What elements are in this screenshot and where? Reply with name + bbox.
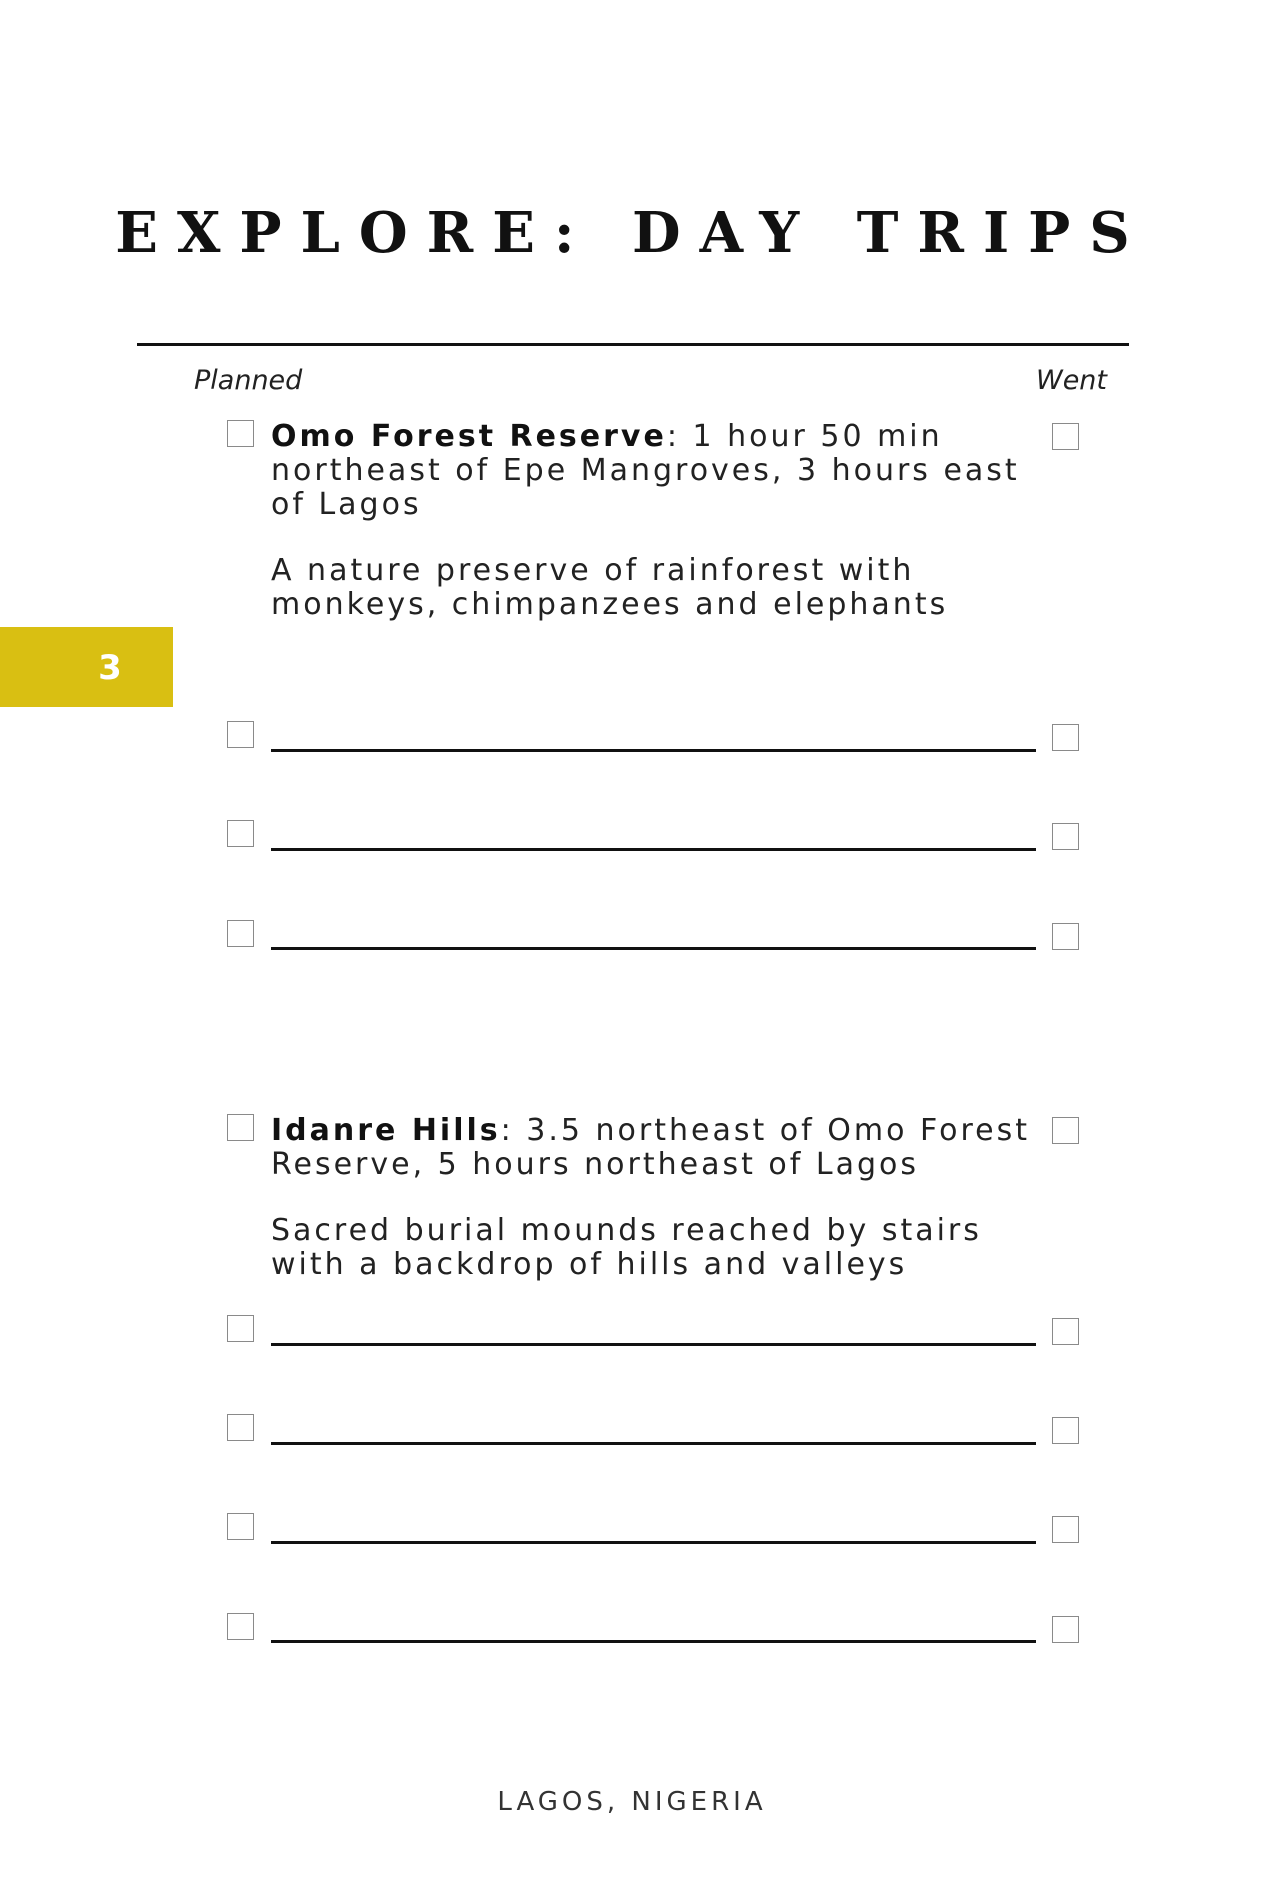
planned-checkbox-blank[interactable]	[227, 721, 254, 748]
write-in-line[interactable]	[271, 1442, 1036, 1445]
write-in-line[interactable]	[271, 749, 1036, 752]
write-in-line[interactable]	[271, 1640, 1036, 1643]
entry-name: Idanre Hills	[271, 1113, 501, 1148]
went-checkbox-idanre-hills[interactable]	[1052, 1117, 1079, 1144]
went-checkbox-blank[interactable]	[1052, 923, 1079, 950]
section-tab	[0, 627, 173, 707]
planned-checkbox-blank[interactable]	[227, 820, 254, 847]
planned-checkbox-blank[interactable]	[227, 1513, 254, 1540]
planned-checkbox-idanre-hills[interactable]	[227, 1114, 254, 1141]
title-divider	[137, 343, 1129, 346]
went-checkbox-blank[interactable]	[1052, 1417, 1079, 1444]
write-in-line[interactable]	[271, 1343, 1036, 1346]
went-column-label: Went	[1036, 365, 1108, 396]
entry-omo-forest-reserve	[271, 420, 1051, 622]
entry-heading	[271, 1114, 1051, 1182]
write-in-line[interactable]	[271, 848, 1036, 851]
planned-checkbox-omo-forest[interactable]	[227, 420, 254, 447]
planned-checkbox-blank[interactable]	[227, 1315, 254, 1342]
entry-heading	[271, 420, 1051, 522]
entry-name: Omo Forest Reserve	[271, 419, 667, 454]
entry-details: : 1 hour 50 min northeast of Epe Mangroves, 3 hours east of Lagos	[271, 419, 1020, 522]
page-title: EXPLORE: DAY TRIPS	[115, 200, 1149, 266]
planned-checkbox-blank[interactable]	[227, 920, 254, 947]
planned-column-label: Planned	[194, 365, 303, 396]
entry-idanre-hills	[271, 1114, 1051, 1282]
planned-checkbox-blank[interactable]	[227, 1414, 254, 1441]
went-checkbox-blank[interactable]	[1052, 1516, 1079, 1543]
entry-details: : 3.5 northeast of Omo Forest Reserve, 5 hours northeast of Lagos	[271, 1113, 1031, 1182]
entry-description: Sacred burial mounds reached by stairs with a backdrop of hills and valleys	[271, 1213, 982, 1282]
write-in-line[interactable]	[271, 947, 1036, 950]
write-in-line[interactable]	[271, 1541, 1036, 1544]
went-checkbox-blank[interactable]	[1052, 1318, 1079, 1345]
planned-checkbox-blank[interactable]	[227, 1613, 254, 1640]
went-checkbox-blank[interactable]	[1052, 724, 1079, 751]
went-checkbox-blank[interactable]	[1052, 1616, 1079, 1643]
went-checkbox-omo-forest[interactable]	[1052, 423, 1079, 450]
page-footer: LAGOS, NIGERIA	[497, 1787, 767, 1817]
entry-description: A nature preserve of rainforest with monkeys, chimpanzees and elephants	[271, 553, 949, 622]
section-number: 3	[98, 648, 122, 688]
went-checkbox-blank[interactable]	[1052, 823, 1079, 850]
